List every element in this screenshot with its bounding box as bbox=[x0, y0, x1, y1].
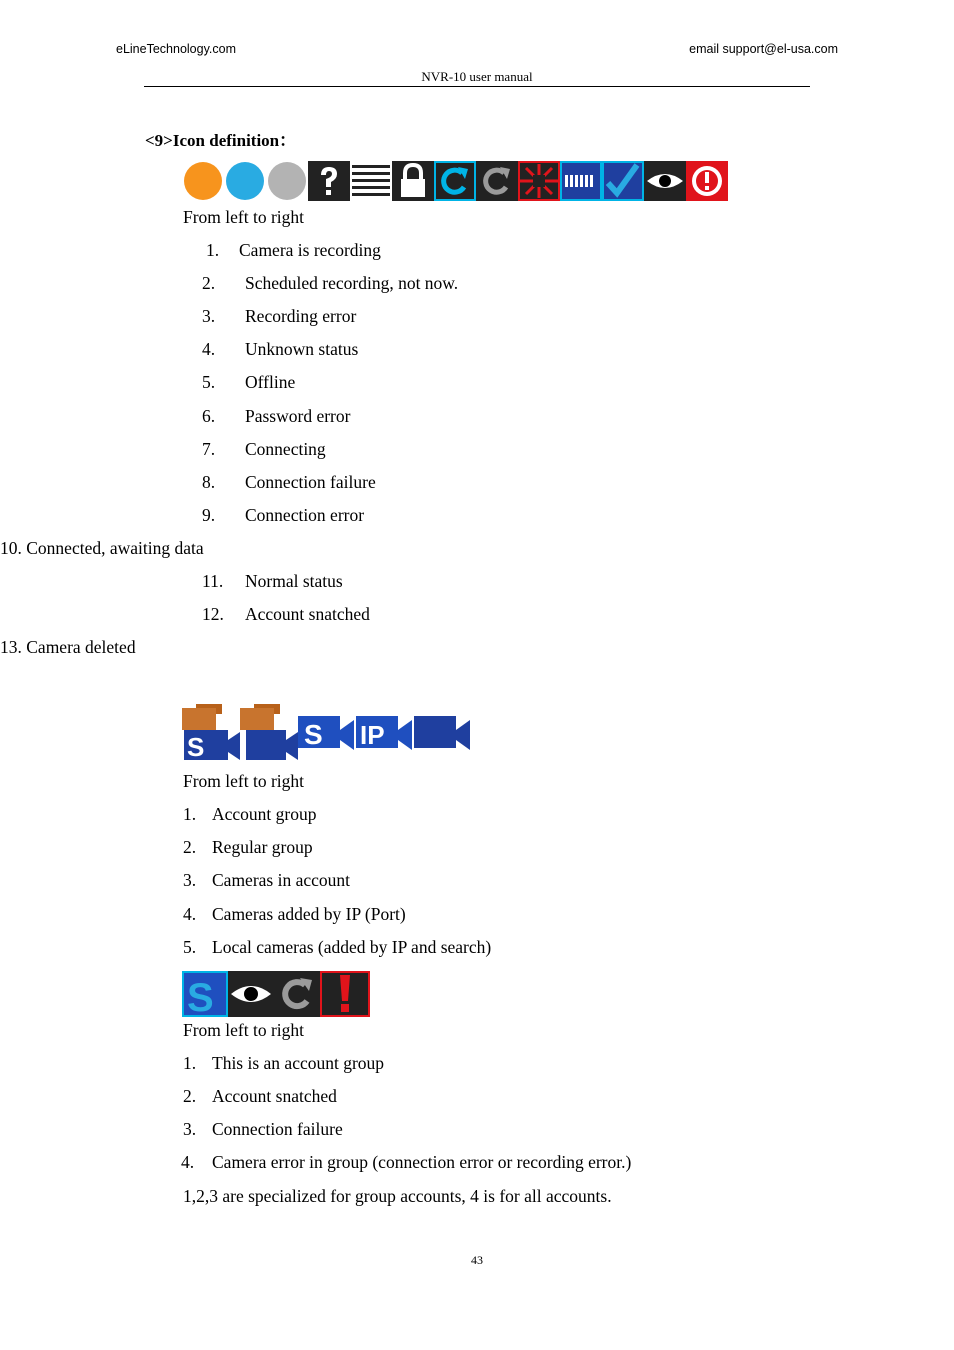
list-item-text: Account snatched bbox=[212, 1086, 337, 1107]
list-item-number: 7. bbox=[202, 438, 216, 459]
list-item-text: Connecting bbox=[245, 438, 326, 459]
list-item-text: Normal status bbox=[245, 571, 343, 591]
list-item-number: 9. bbox=[202, 504, 216, 525]
list-item-text: Connection failure bbox=[212, 1119, 343, 1140]
account-group-icon bbox=[182, 704, 240, 760]
list-item-number: 4. bbox=[202, 339, 216, 360]
orange-circle-icon bbox=[182, 161, 224, 201]
list-item-text: Cameras in account bbox=[212, 870, 351, 891]
intro-text-2: From left to right bbox=[183, 771, 305, 791]
list-item-number: 10. bbox=[0, 537, 22, 558]
camera-error-icon bbox=[320, 971, 370, 1017]
list-item-text: Regular group bbox=[212, 837, 313, 858]
list-item-text: Connection error bbox=[245, 504, 365, 525]
question-mark-icon bbox=[308, 161, 350, 201]
refresh-gray-icon bbox=[476, 161, 518, 201]
header-rule bbox=[144, 86, 810, 87]
connection-error-icon bbox=[518, 161, 560, 201]
list-item-text: Connection failure bbox=[245, 471, 376, 492]
list-item-number: 1. bbox=[206, 240, 220, 260]
padlock-icon bbox=[392, 161, 434, 201]
gray-circle-icon bbox=[266, 161, 308, 201]
list-item-number: 1. bbox=[183, 804, 197, 824]
list-item-number: 1. bbox=[183, 1053, 197, 1073]
svg-text:IP: IP bbox=[360, 720, 385, 750]
list-item-text: Scheduled recording, not now. bbox=[245, 273, 459, 294]
header-email: email support@el-usa.com bbox=[689, 42, 838, 56]
list-item-number: 5. bbox=[183, 936, 197, 957]
list-item-number: 3. bbox=[183, 1119, 197, 1140]
header-site: eLineTechnology.com bbox=[116, 42, 236, 56]
account-camera-icon bbox=[298, 704, 356, 760]
group-status-icon-row bbox=[182, 971, 370, 1017]
list-item-text: Account snatched bbox=[245, 604, 370, 625]
list-item-text: Offline bbox=[245, 372, 296, 393]
list-item-text: Cameras added by IP (Port) bbox=[212, 903, 406, 924]
eye-icon bbox=[228, 971, 274, 1017]
list-item-number: 6. bbox=[202, 405, 216, 426]
list-item-number: 4. bbox=[181, 1152, 195, 1173]
group-icon-row bbox=[182, 704, 472, 760]
list-item-number: 3. bbox=[183, 870, 197, 891]
refresh-gray-icon bbox=[274, 971, 320, 1017]
list-item-text: Camera deleted bbox=[26, 637, 136, 658]
regular-group-icon bbox=[240, 704, 298, 760]
refresh-blue-icon bbox=[434, 161, 476, 201]
eye-icon bbox=[644, 161, 686, 201]
list-item-number: 3. bbox=[202, 306, 216, 327]
list-item-text: Camera error in group (connection error or recording error.) bbox=[212, 1152, 632, 1173]
list-item-text: This is an account group bbox=[212, 1053, 385, 1073]
svg-text:S: S bbox=[304, 719, 323, 750]
account-s-icon bbox=[182, 971, 228, 1017]
list-item bbox=[0, 538, 204, 559]
list-item-text: Recording error bbox=[245, 306, 357, 327]
list-item-number: 2. bbox=[202, 273, 216, 294]
list-item-text: Local cameras (added by IP and search) bbox=[212, 936, 492, 957]
list-item bbox=[0, 637, 136, 658]
list-item-number: 12. bbox=[202, 604, 224, 625]
header-manual-title: NVR-10 user manual bbox=[421, 69, 533, 84]
alert-icon bbox=[686, 161, 728, 201]
svg-text:S: S bbox=[187, 976, 214, 1017]
status-icon-row bbox=[182, 161, 728, 201]
svg-text:S: S bbox=[187, 732, 205, 760]
list-item-number: 4. bbox=[183, 903, 197, 924]
checkmark-icon bbox=[602, 161, 644, 201]
lines-icon bbox=[350, 161, 392, 201]
data-bars-icon bbox=[560, 161, 602, 201]
list-item-number: 5. bbox=[202, 372, 216, 393]
local-camera-icon bbox=[414, 704, 472, 760]
ip-camera-icon bbox=[356, 704, 414, 760]
list-item-number: 2. bbox=[183, 1086, 197, 1107]
page-number: 43 bbox=[471, 1253, 483, 1267]
list-item-text: Account group bbox=[212, 804, 317, 824]
intro-text-1: From left to right bbox=[183, 207, 305, 227]
section-title: <9>Icon definition： bbox=[145, 131, 297, 150]
list-item-number: 2. bbox=[183, 837, 197, 858]
list-item-text: Connected, awaiting data bbox=[26, 537, 204, 558]
intro-text-3: From left to right bbox=[183, 1020, 305, 1040]
list-item-number: 8. bbox=[202, 471, 216, 492]
list-item-number: 13. bbox=[0, 637, 22, 658]
list-item-number: 11. bbox=[202, 571, 224, 591]
list-item-text: Unknown status bbox=[245, 339, 359, 360]
list-item-text: Password error bbox=[245, 405, 351, 426]
blue-circle-icon bbox=[224, 161, 266, 201]
list-item-text: Camera is recording bbox=[239, 240, 381, 260]
note-text: 1,2,3 are specialized for group accounts, 4 is for all accounts. bbox=[183, 1186, 612, 1206]
